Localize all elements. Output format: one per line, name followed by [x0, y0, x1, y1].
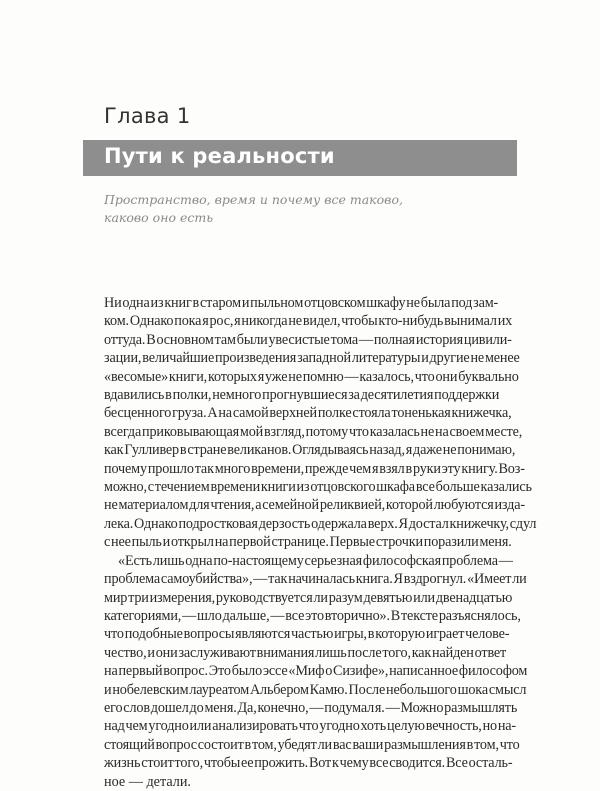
text-line: как Гулливер в стране великанов. Оглядываясь назад, я даже не понимаю, [104, 442, 516, 459]
text-line: лека. Однако подростковая дерзость одержала верх. Я достал книжечку, сдул [104, 515, 537, 532]
text-line: его слов дошел до меня. Да, конечно, — подумал я. — Можно размышлять [104, 699, 518, 716]
chapter-label: Глава 1 [104, 104, 191, 128]
text-line: всегда приковывающая мой взгляд, потому что казалась не на своем месте, [104, 423, 523, 440]
text-line: ком. Однако пока я рос, я никогда не видел, чтобы кто-нибудь вынимал их [104, 313, 513, 330]
body-text [104, 294, 536, 791]
text-line: проблема самоубийства», — так начиналась книга. Я вздрогнул. «Имеет ли [104, 571, 527, 588]
text-line: «весомые» книги, которых я уже не помню — казалось, что они буквально [104, 368, 519, 385]
text-line: оттуда. В основном там были увесистые тома — полная история цивили- [104, 331, 512, 348]
text-line: почему прошло так много времени, прежде чем я взял в руки эту книгу. Воз- [104, 460, 525, 477]
text-line: с нее пыль и открыл на первой странице. Первые строчки поразили меня. [104, 534, 512, 551]
text-line: мир три измерения, руководствуется ли разум девятью или двенадцатью [104, 589, 513, 606]
text-line: категориями, — шло дальше, — все это вторично». В тексте разъяснялось, [104, 607, 521, 624]
chapter-title-bar [83, 140, 517, 176]
text-line: и нобелевским лауреатом Альбером Камю. После небольшого шока смысл [104, 681, 527, 698]
text-line: можно, с течением времени книги из отцовского шкафа все больше казались [104, 479, 532, 496]
text-line: ное — детали. [104, 773, 191, 790]
text-line: что подобные вопросы являются частью игры, в которую играет челове- [104, 626, 510, 643]
epigraph-line: каково оно есть [104, 210, 213, 225]
text-line: чество, и они заслуживают внимания лишь после того, как найден ответ [104, 644, 507, 661]
chapter-title: Пути к реальности [104, 144, 335, 168]
text-line: «Есть лишь одна по-настоящему серьезная философская проблема — [118, 552, 513, 569]
text-line: зации, величайшие произведения западной литературы и другие не менее [104, 350, 520, 367]
text-line: бесценного груза. А на самой верхней полке стояла тоненькая книжечка, [104, 405, 512, 422]
text-line: не материалом для чтения, а семейной реликвией, которой любуются изда- [104, 497, 525, 514]
text-line: вдавились в полки, немного прогнувшиеся за десятилетия поддержки [104, 387, 500, 404]
text-line: на первый вопрос. Это было эссе «Миф о Сизифе», написанное философом [104, 663, 528, 680]
text-line: над чем угодно или анализировать что угодно хоть целую вечность, но на- [104, 718, 517, 735]
text-line: стоящий вопрос состоит в том, убедят ли вас ваши размышления в том, что [104, 736, 520, 753]
text-line: жизнь стоит того, чтобы ее прожить. Вот к чему все сводится. Все осталь- [104, 755, 513, 772]
epigraph [104, 191, 424, 227]
text-line: Ни одна из книг в старом и пыльном отцовском шкафу не была под зам- [104, 295, 499, 311]
epigraph-line: Пространство, время и почему все таково, [104, 192, 403, 207]
